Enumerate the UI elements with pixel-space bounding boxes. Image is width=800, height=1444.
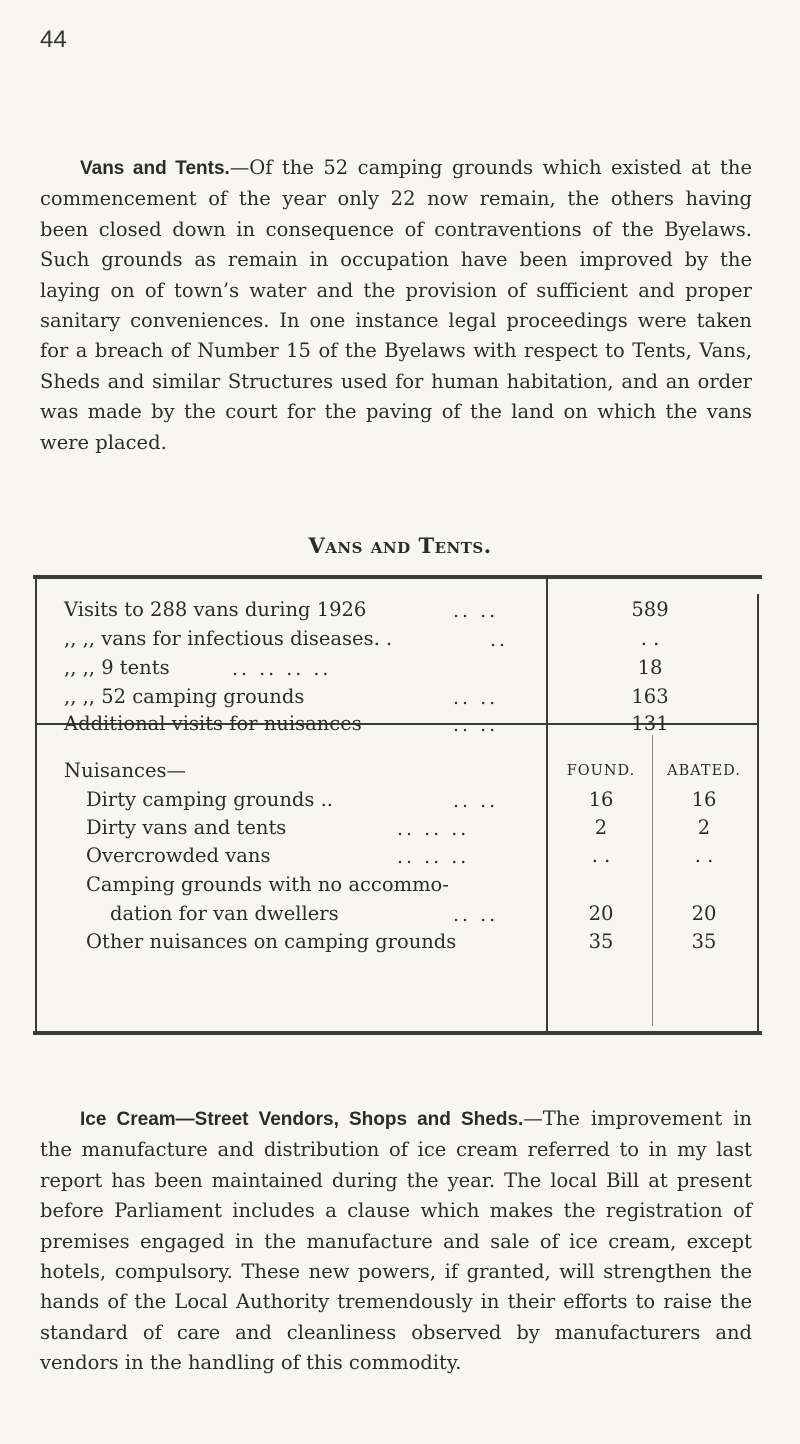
nuisance-row-label: Overcrowded vans [86,844,271,867]
nuisance-found-value: 20 [588,902,614,925]
visits-row-label: ,, ,, vans for infectious diseases. . [64,627,393,650]
nuisance-abated-value: 20 [691,902,717,925]
nuisance-row-label: dation for van dwellers [110,902,339,925]
leader-dots: .. [490,629,509,651]
nuisance-row-label: Dirty vans and tents [86,816,287,839]
table-top-rule [33,575,762,579]
visits-row-label: Additional visits for nuisances [64,712,362,735]
visits-row-label: ,, ,, 9 tents [64,656,170,679]
visits-row-value: 18 [637,656,663,679]
visits-row-value: 163 [631,685,669,708]
leader-dots: .. .. .. [397,818,470,840]
leader-dots: .. .. [453,600,499,622]
table-column-divider [546,578,548,1032]
ice-cream-body: —The improvement in the manufacture and distribution of ice cream referred to in my last report has been maintained during the year. The local Bill at present before Parliament includes a clause which makes the registration of premises engaged in the manufacture and sale of ice cream, except hotels, compulsory. These new powers, if granted, will strengthen the hands of the Local Authority tremendously in their efforts to raise the standard of care and cleanliness observed by manufacturers and vendors in the handling of this commodity. [40,1107,752,1375]
vans-tents-paragraph [40,153,752,458]
leader-dots: .. .. [453,714,499,736]
nuisance-found-value: 16 [588,788,614,811]
nuisance-found-value: 2 [594,816,608,839]
ice-cream-paragraph [40,1104,752,1379]
leader-dots: .. .. .. .. [232,658,332,680]
nuisance-found-value: . . [591,844,611,867]
visits-row-label: ,, ,, 52 camping grounds [64,685,305,708]
visits-row-label: Visits to 288 vans during 1926 [64,598,367,621]
nuisance-abated-value: 16 [691,788,717,811]
abated-column-header: ABATED. [667,763,741,779]
found-column-header: FOUND. [566,763,636,779]
nuisance-abated-value: . . [694,844,714,867]
found-abated-divider [652,735,653,1026]
table-right-border [757,594,759,1032]
nuisance-abated-value: 2 [697,816,711,839]
nuisance-row-label: Dirty camping grounds .. [86,788,333,811]
nuisance-found-value: 35 [588,930,614,953]
leader-dots: .. .. [453,904,499,926]
table-title: Vans and Tents. [308,533,492,558]
table-left-border [35,578,37,1032]
vans-tents-heading: Vans and Tents. [80,158,230,179]
vans-tents-body: —Of the 52 camping grounds which existed at the commencement of the year only 22 now remain, the others having been closed down in consequence of contraventions of the Byelaws. Such grounds as remain in occupation have been improved by the laying on of town’s water and the provision of sufficient and proper sanitary conveniences. In one instance legal proceedings were taken for a breach of Number 15 of the Byelaws with respect to Tents, Vans, Sheds and similar Structures used for human habitation, and an order was made by the court for the paving of the land on which the vans were placed. [40,156,752,454]
table-bottom-rule [33,1031,762,1035]
leader-dots: .. .. .. [397,846,470,868]
nuisance-abated-value: 35 [691,930,717,953]
nuisances-heading: Nuisances— [64,759,187,782]
leader-dots: .. .. [453,790,499,812]
visits-row-value: 589 [631,598,669,621]
visits-row-value: . . [640,627,660,650]
leader-dots: .. .. [453,687,499,709]
visits-row-value: 131 [631,712,669,735]
ice-cream-heading: Ice Cream—Street Vendors, Shops and Sheds. [80,1109,524,1130]
nuisance-row-label: Camping grounds with no accommo- [86,873,449,896]
nuisance-row-label: Other nuisances on camping grounds [86,930,457,953]
page-number: 44 [40,26,67,53]
